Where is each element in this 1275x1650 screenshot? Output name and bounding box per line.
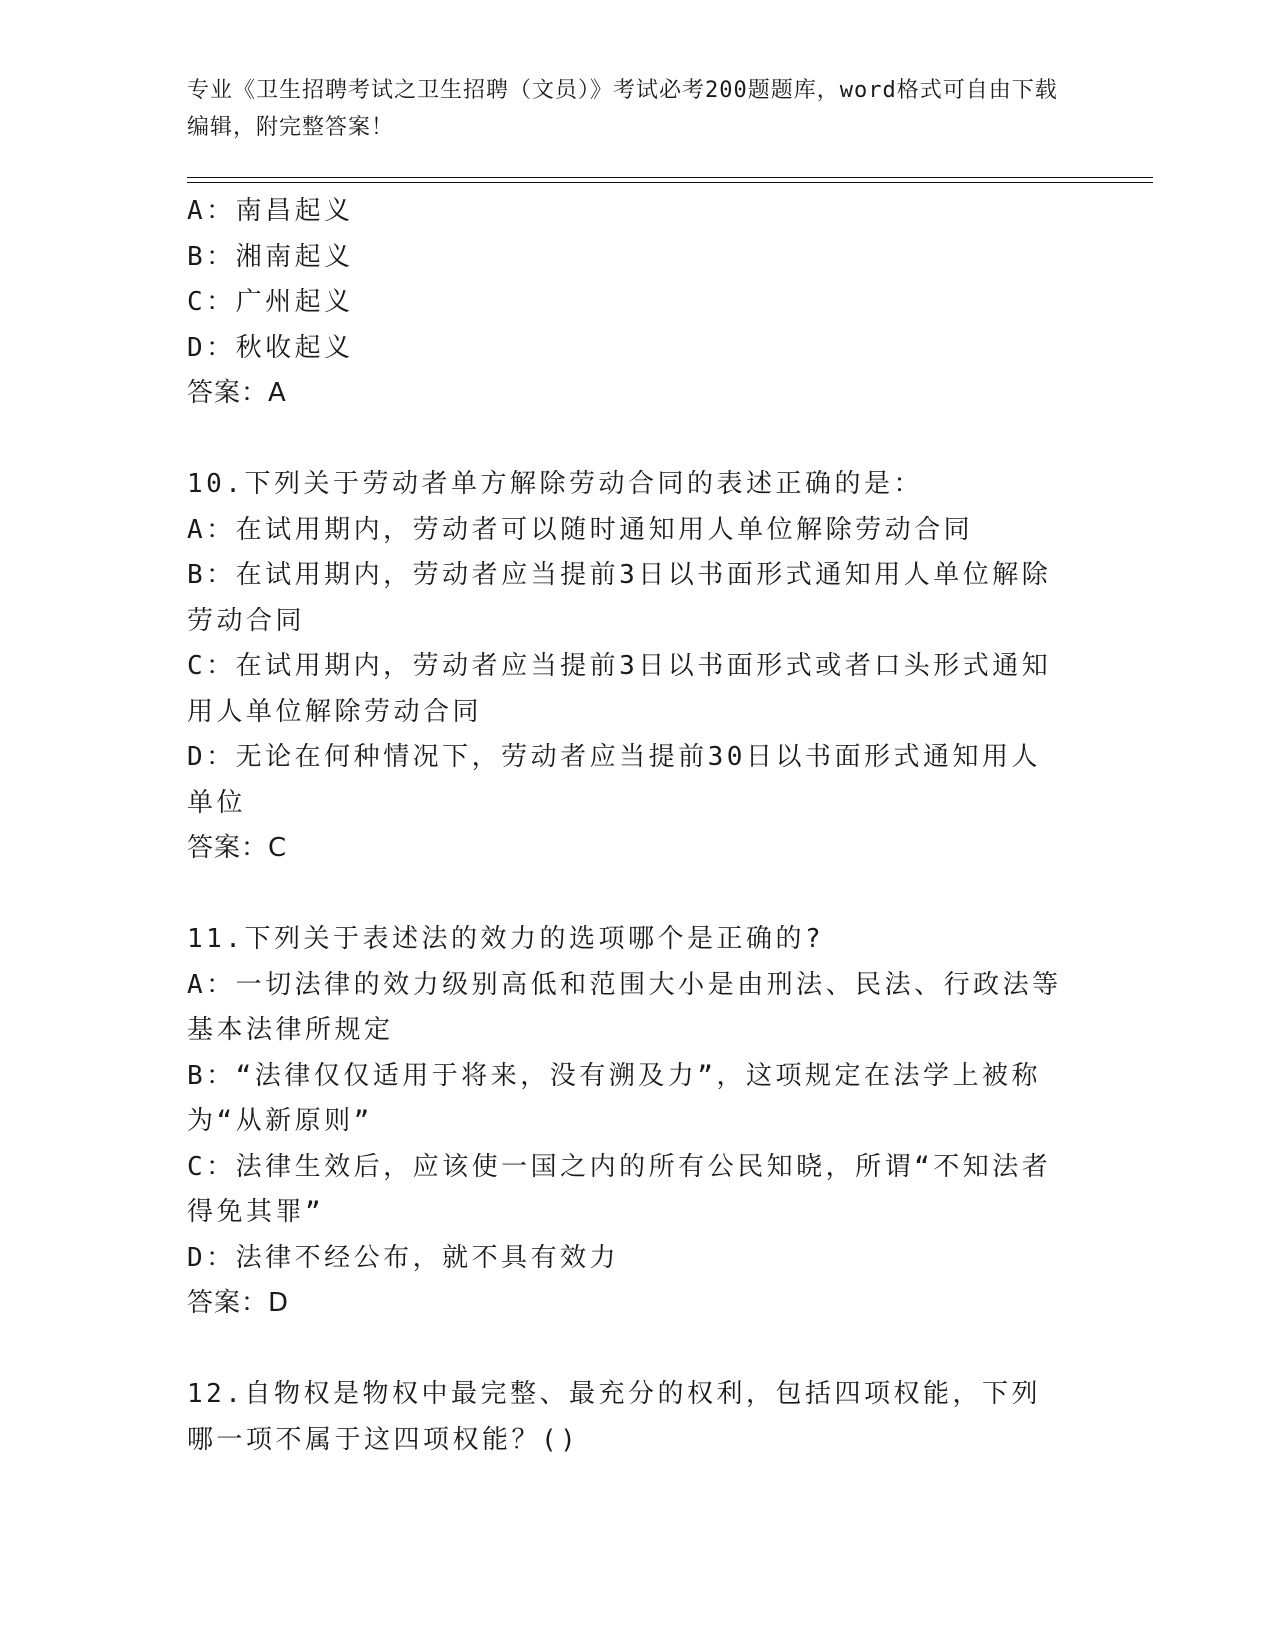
header-rule-bottom [187, 182, 1153, 183]
option-b: B：在试用期内，劳动者应当提前3日以书面形式通知用人单位解除劳动合同 [187, 560, 1052, 636]
option-c: C：法律生效后，应该使一国之内的所有公民知晓，所谓“不知法者得免其罪” [187, 1151, 1052, 1227]
question-text: 10.下列关于劳动者单方解除劳动合同的表述正确的是： [187, 469, 923, 499]
answer: 答案：D [187, 1288, 290, 1318]
option-d: D：秋收起义 [187, 332, 354, 363]
option-a: A：南昌起义 [187, 196, 354, 226]
option-d: D：法律不经公布，就不具有效力 [187, 1242, 620, 1273]
answer: 答案：A [187, 378, 287, 408]
answer: 答案：C [187, 833, 288, 863]
question-12 [187, 1372, 1067, 1463]
option-a: A：一切法律的效力级别高低和范围大小是由刑法、民法、行政法等基本法律所规定 [187, 969, 1062, 1045]
question-text: 12.自物权是物权中最完整、最充分的权利，包括四项权能，下列哪一项不属于这四项权能？() [187, 1379, 1041, 1455]
header-intro: 专业《卫生招聘考试之卫生招聘（文员）》考试必考200题题库，word格式可自由下载编辑，附完整答案！ [187, 78, 1058, 140]
option-b: B：“法律仅仅适用于将来，没有溯及力”，这项规定在法学上被称为“从新原则” [187, 1060, 1041, 1136]
option-a: A：在试用期内，劳动者可以随时通知用人单位解除劳动合同 [187, 514, 974, 545]
question-11 [187, 917, 1067, 1327]
option-b: B：湘南起义 [187, 241, 354, 272]
header-rule-top [187, 177, 1153, 178]
option-c: C：广州起义 [187, 287, 354, 317]
spacer [187, 417, 1067, 463]
question-list [187, 189, 1067, 1463]
question-text: 11.下列关于表述法的效力的选项哪个是正确的? [187, 924, 825, 954]
question-9 [187, 189, 1067, 417]
document-header [187, 72, 1067, 146]
option-c: C：在试用期内，劳动者应当提前3日以书面形式或者口头形式通知用人单位解除劳动合同 [187, 651, 1052, 727]
option-d: D：无论在何种情况下，劳动者应当提前30日以书面形式通知用人单位 [187, 742, 1041, 818]
spacer [187, 872, 1067, 918]
spacer [187, 1327, 1067, 1373]
question-10 [187, 462, 1067, 872]
